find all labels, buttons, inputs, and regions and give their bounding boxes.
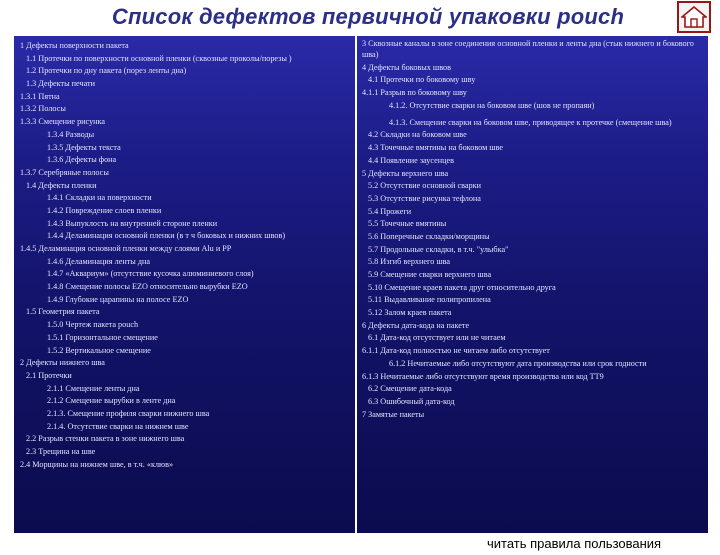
defect-link[interactable]: 1.4.9 Глубокие царапины на полосе EZO (47, 294, 189, 304)
defect-link[interactable]: 5.10 Смещение краев пакета друг относительно друга (368, 282, 556, 292)
defect-link[interactable]: 1.4.2 Повреждение слоев пленки (47, 205, 162, 215)
defect-link[interactable]: 1.4.8 Смещение полосы EZO относительно вырубки EZO (47, 282, 248, 292)
defect-link[interactable]: 2.1.2 Смещение вырубки в ленте дна (47, 396, 176, 406)
defect-link[interactable]: 2.1 Протечки (26, 370, 72, 380)
defect-link[interactable]: 5.8 Изгиб верхнего шва (368, 257, 451, 267)
defect-link[interactable]: 1.4.4 Деламинация основной пленки (в т ч боковых и нижних швов) (47, 231, 286, 241)
defect-link[interactable]: 4.3 Точечные вмятины на боковом шве (368, 143, 504, 153)
defect-link[interactable]: 1.5.0 Чертеж пакета pouch (47, 320, 139, 330)
defect-link[interactable]: 6.1.1 Дата-код полностью не читаем либо отсутствует (362, 346, 550, 356)
defect-link[interactable]: 2.2 Разрыв стенки пакета в зоне нижнего шва (26, 434, 185, 444)
home-button[interactable] (677, 1, 711, 33)
defect-link[interactable]: 1.3.2 Полосы (20, 104, 66, 114)
defect-link[interactable]: 1.2 Протечки по дну пакета (порез ленты дна) (26, 66, 187, 76)
defect-link[interactable]: 2.1.1 Смещение ленты дна (47, 383, 140, 393)
rules-link[interactable]: читать правила пользования (487, 536, 662, 551)
defect-link[interactable]: 6.2 Смещение дата-кода (368, 384, 452, 394)
defect-link[interactable]: 5.2 Отсутствие основной сварки (368, 181, 481, 191)
defect-link[interactable]: 5.9 Смещение сварки верхнего шва (368, 270, 492, 279)
defect-link[interactable]: 1.5.2 Вертикальное смещение (47, 345, 151, 355)
defect-link[interactable]: 4 Дефекты боковых швов (362, 62, 451, 72)
defect-link[interactable]: 1.4.3 Выпуклость на внутренней стороне пленки (47, 218, 218, 228)
defect-link[interactable]: 1.3.6 Дефекты фона (47, 155, 117, 165)
defect-link[interactable]: 1.4.7 «Аквариум» (отсутствие кусочка алюминиевого слоя) (47, 269, 254, 279)
defect-link[interactable]: 1.1 Протечки по поверхности основной пленки (сквозные проколы/порезы ) (26, 53, 292, 63)
defect-link[interactable]: 1.4.6 Деламинация ленты дна (47, 256, 151, 266)
defect-link[interactable]: 1.4.5 Деламинация основной пленки между слоями Alu и PP (20, 244, 232, 253)
defect-link[interactable]: 1.4 Дефекты пленки (26, 180, 97, 190)
defect-link[interactable]: 5.12 Залом краев пакета (368, 308, 452, 318)
defect-link[interactable]: 4.1.1 Разрыв по боковому шву (362, 88, 467, 98)
defect-link[interactable]: 1.4.1 Складки на поверхности (47, 193, 152, 203)
defect-link[interactable]: 3 Сквозные каналы в зоне соединения основной пленки и ленты дна (стык нижнего и бокового шва) (362, 39, 694, 59)
defect-link[interactable]: 6.3 Ошибочный дата-код (368, 396, 455, 406)
defect-link[interactable]: 5.7 Продольные складки, в т.ч. "улыбка" (368, 244, 509, 254)
defect-link[interactable]: 1.5.1 Горизонтальное смещение (47, 332, 158, 342)
defect-link[interactable]: 6 Дефекты дата-кода на пакете (362, 320, 470, 330)
home-icon (681, 5, 707, 29)
defect-link[interactable]: 6.1 Дата-код отсутствует или не читаем (368, 333, 506, 343)
defect-link[interactable]: 1.3.7 Серебряные полосы (20, 167, 109, 177)
defect-link[interactable]: 2.3 Трещина на шве (26, 447, 96, 456)
defect-link[interactable]: 2.1.3. Смещение профиля сварки нижнего шва (47, 408, 210, 418)
defect-link[interactable]: 5.11 Выдавливание полипропилена (368, 295, 491, 305)
defect-link[interactable]: 6.1.3 Нечитаемые либо отсутствуют время производства или код TT9 (362, 371, 604, 381)
defect-link[interactable]: 2.4 Морщины на нижнем шве, в т.ч. «клюв» (20, 459, 174, 469)
defect-link[interactable]: 1.3.4 Разводы (47, 129, 95, 139)
defect-link[interactable]: 7 Замятые пакеты (362, 409, 425, 419)
defect-link[interactable]: 6.1.2 Нечитаемые либо отсутствуют дата производства или срок годности (389, 358, 647, 368)
defect-link[interactable]: 2 Дефекты нижнего шва (20, 358, 105, 368)
left-defect-list (14, 36, 355, 533)
defect-link[interactable]: 1.3.3 Смещение рисунка (20, 117, 106, 127)
defect-link[interactable]: 5.6 Поперечные складки/морщины (368, 231, 490, 241)
defect-link[interactable]: 4.4 Появление заусенцев (368, 155, 454, 165)
defect-link[interactable]: 4.1.2. Отсутствие сварки на боковом шве (шов не пропаян) (389, 100, 595, 110)
defect-link[interactable]: 4.1.3. Смещение сварки на боковом шве, приводящее к протечке (смещение шва) (389, 117, 672, 127)
defect-link[interactable]: 5.4 Прожеги (368, 206, 412, 216)
defect-link[interactable]: 4.1 Протечки по боковому шву (368, 75, 476, 85)
defect-link[interactable]: 1 Дефекты поверхности пакета (20, 41, 129, 50)
defect-link[interactable]: 1.5 Геометрия пакета (26, 307, 100, 317)
defect-link[interactable]: 2.1.4. Отсутствие сварки на нижнем шве (47, 421, 189, 431)
defect-link[interactable]: 1.3 Дефекты печати (26, 79, 95, 89)
right-defect-list (357, 36, 708, 533)
defect-link[interactable]: 4.2 Складки на боковом шве (368, 130, 467, 140)
defect-link[interactable]: 5.5 Точечные вмятины (368, 219, 447, 229)
page-title: Список дефектов первичной упаковки pouch (111, 4, 625, 29)
defect-link[interactable]: 1.3.5 Дефекты текста (47, 142, 121, 152)
defect-link[interactable]: 5.3 Отсутствие рисунка тефлона (368, 193, 481, 203)
defect-link[interactable]: 5 Дефекты верхнего шва (362, 168, 449, 178)
defect-link[interactable]: 1.3.1 Пятна (20, 91, 60, 101)
